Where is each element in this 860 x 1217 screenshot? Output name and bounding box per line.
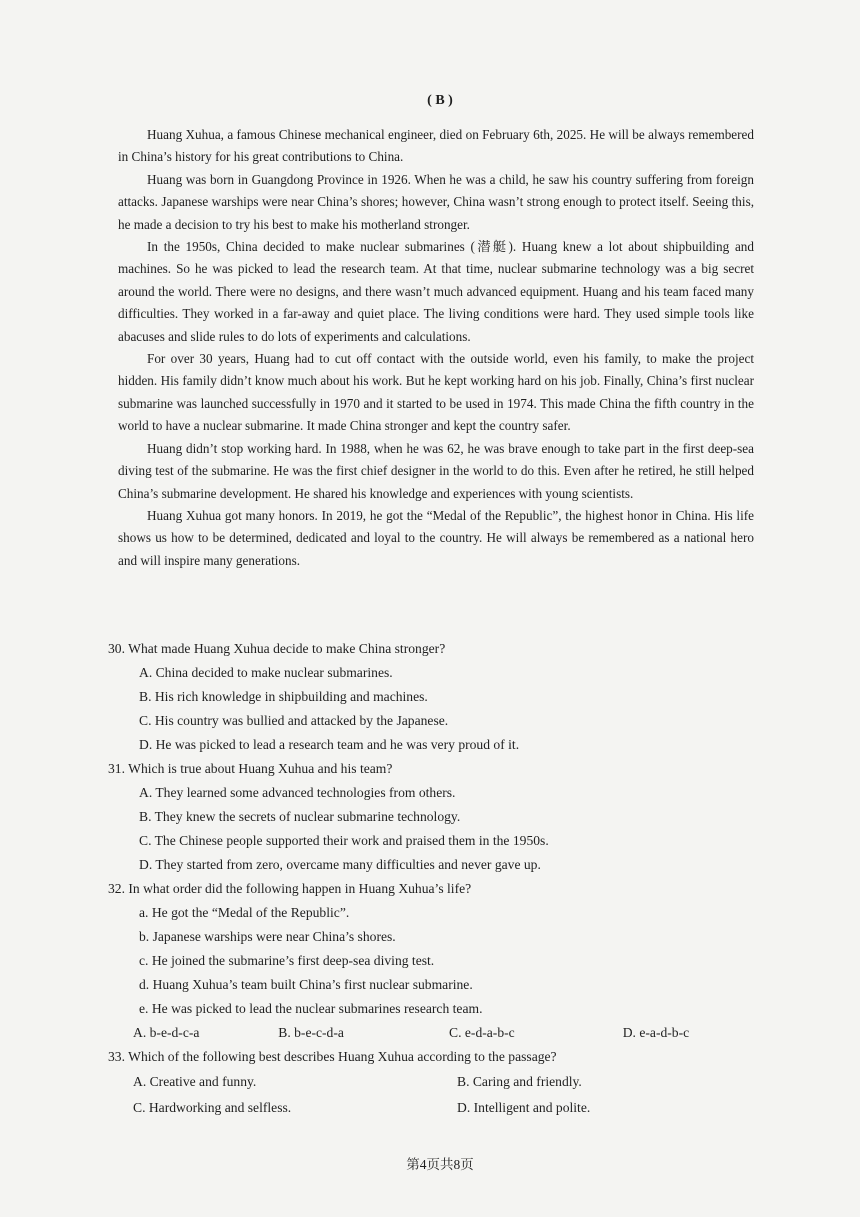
answer-options [133,1069,768,1121]
question-stem: 31. Which is true about Huang Xuhua and his team? [108,761,393,776]
option-b: B. They knew the secrets of nuclear submarine technology. [139,809,461,824]
event-item: e. He was picked to lead the nuclear submarines research team. [139,1001,483,1016]
question-31 [108,757,768,877]
option-d: D. Intelligent and polite. [457,1100,591,1115]
event-item: c. He joined the submarine’s first deep-sea diving test. [139,953,435,968]
option-d: D. e-a-d-b-c [622,1025,690,1040]
question-stem: 30. What made Huang Xuhua decide to make China stronger? [108,641,446,656]
option-d: D. They started from zero, overcame many difficulties and never gave up. [139,857,541,872]
question-33 [108,1045,768,1121]
event-item: a. He got the “Medal of the Republic”. [139,905,350,920]
option-c: C. e-d-a-b-c [449,1025,515,1040]
question-30 [108,637,768,757]
event-item: d. Huang Xuhua’s team built China’s first nuclear submarine. [139,977,473,992]
option-c: C. His country was bullied and attacked by the Japanese. [139,713,449,728]
option-a: A. Creative and funny. [133,1074,257,1089]
page-number: 第4页共8页 [406,1157,474,1172]
question-list [108,637,768,1121]
option-b: B. Caring and friendly. [457,1074,582,1089]
question-32 [108,877,768,1045]
event-item: b. Japanese warships were near China’s shores. [139,929,396,944]
passage-paragraph: Huang was born in Guangdong Province in 1926. When he was a child, he saw his country suffering from foreign attacks. Japanese warships were near China’s shores; however, China wasn’t strong enough to protect itself. Seeing this, he made a decision to try his best to make his motherland stronger. [118,171,754,232]
option-b: B. His rich knowledge in shipbuilding and machines. [139,689,428,704]
option-a: A. China decided to make nuclear submarines. [139,665,393,680]
passage-paragraph: Huang didn’t stop working hard. In 1988, when he was 62, he was brave enough to take part in the first deep-sea diving test of the submarine. He was the first chief designer in the world to do this. Even after he retired, he still helped China’s submarine development. He shared his knowledge and experiences with young scientists. [118,440,754,501]
passage-paragraph: Huang Xuhua, a famous Chinese mechanical engineer, died on February 6th, 2025. He will be always remembered in China’s history for his great contributions to China. [118,127,754,165]
question-stem: 32. In what order did the following happen in Huang Xuhua’s life? [108,881,472,896]
passage-paragraph: In the 1950s, China decided to make nuclear submarines (潜艇). Huang knew a lot about shipbuilding and machines. So he was picked to lead the research team. At that time, nuclear submarine technology was a big secret around the world. There were no designs, and there wasn’t much advanced equipment. Huang and his team faced many difficulties. They worked in a far-away and quiet place. The living conditions were hard. They used simple tools like abacuses and slide rules to do lots of experiments and calculations. [118,239,754,344]
option-a: A. They learned some advanced technologies from others. [139,785,456,800]
passage-paragraph: Huang Xuhua got many honors. In 2019, he got the “Medal of the Republic”, the highest honor in China. His life shows us how to be determined, dedicated and loyal to the country. He will always be remembered as a national hero and will inspire many generations. [118,507,754,568]
option-a: A. b-e-d-c-a [133,1025,200,1040]
option-c: C. The Chinese people supported their work and praised them in the 1950s. [139,833,549,848]
option-b: B. b-e-c-d-a [278,1025,344,1040]
answer-options [133,1021,768,1045]
option-d: D. He was picked to lead a research team and he was very proud of it. [139,737,520,752]
option-c: C. Hardworking and selfless. [133,1100,292,1115]
question-stem: 33. Which of the following best describes Huang Xuhua according to the passage? [108,1049,557,1064]
section-title: ( B ) [427,93,453,108]
passage-paragraph: For over 30 years, Huang had to cut off contact with the outside world, even his family, to make the project hidden. His family didn’t know much about his work. But he kept working hard on his job. Finally, China’s first nuclear submarine was launched successfully in 1970 and it started to be used in 1974. This made China the fifth country in the world to have a nuclear submarine. It made China stronger and kept the country safer. [118,351,754,434]
reading-passage [118,124,754,572]
